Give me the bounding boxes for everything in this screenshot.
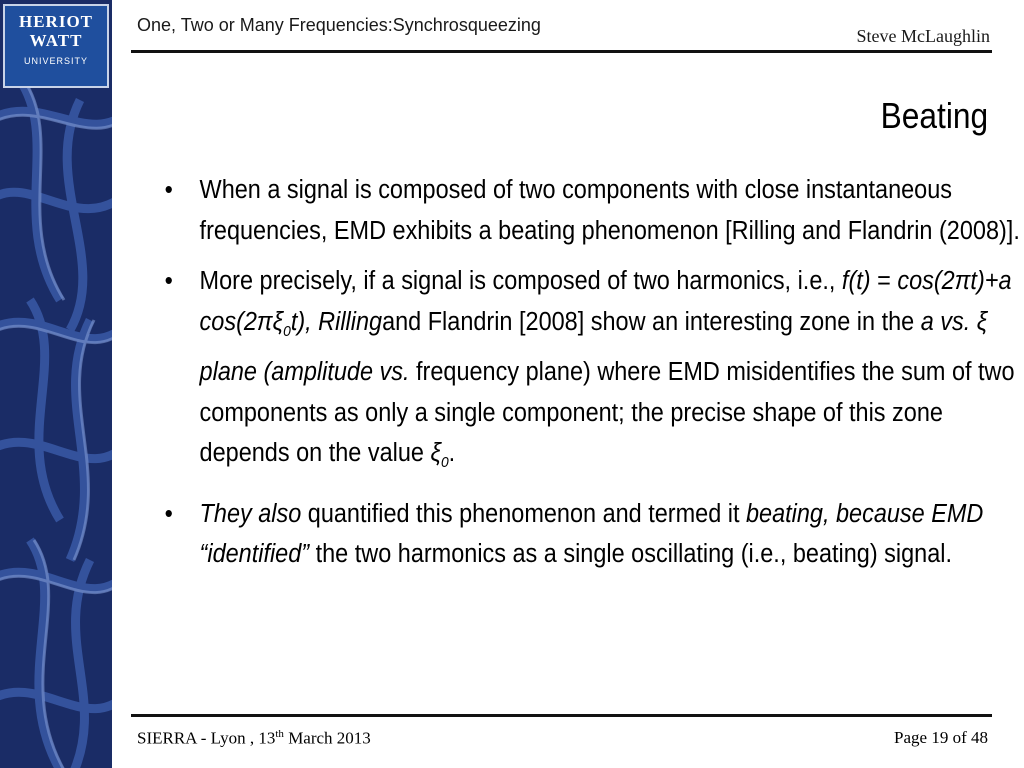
- bullet-item-2: [160, 261, 1024, 484]
- xi-subscript: 0: [440, 454, 449, 472]
- slide-title: Beating: [880, 95, 988, 136]
- beating-phrase: beating, because EMD “identified”: [199, 499, 984, 569]
- logo-line1: HERIOT: [18, 12, 94, 31]
- formula-subscript: 0: [283, 322, 291, 340]
- presentation-title: One, Two or Many Frequencies:Synchrosqueezing: [137, 15, 541, 35]
- bullet-2-text-2: =: [870, 267, 898, 295]
- bullet-1-text: When a signal is composed of two components with close instantaneous frequencies, EMD exhibits a beating phenomenon [Rilling and Flandrin (2008)].: [199, 176, 1020, 245]
- footer-divider: [131, 714, 992, 717]
- footer-date-superscript: th: [275, 728, 284, 740]
- they-also-phrase: They also: [199, 499, 302, 528]
- page-number: Page 19 of 48: [894, 728, 988, 747]
- bullet-icon: •: [164, 499, 173, 528]
- bullet-2-text-1: More precisely, if a signal is composed of two harmonics, i.e.,: [199, 267, 842, 295]
- logo-line3: UNIVERSITY: [23, 56, 88, 66]
- bullet-icon: •: [164, 176, 173, 204]
- bullet-icon: •: [164, 267, 173, 295]
- function-f: f(t): [841, 267, 871, 295]
- decorative-side-strip: [0, 0, 112, 768]
- footer-event: [137, 728, 371, 749]
- bullet-item-3: [160, 494, 1024, 575]
- footer-event-text: SIERRA - Lyon , 13: [137, 728, 276, 748]
- xi-symbol: ξ: [430, 439, 441, 468]
- logo-line2: WATT: [29, 31, 83, 50]
- bullet-item-1: [160, 170, 1024, 251]
- bullet-3-text-2: the two harmonics as a single oscillating (i.e., beating) signal.: [309, 540, 952, 569]
- bullet-2-text-3: and Flandrin [2008] show an interesting zone in the: [382, 307, 921, 336]
- bullet-list: [160, 170, 1024, 585]
- formula-part-b: t), Rilling: [290, 307, 383, 336]
- author-name: Steve McLaughlin: [856, 26, 990, 46]
- plane-phrase: a vs. ξ plane (amplitude vs.: [199, 307, 988, 387]
- chain-pattern: [0, 0, 112, 768]
- university-logo: [3, 4, 109, 88]
- bullet-2-text-4: frequency plane) where EMD misidentifies the sum of two components as only a single component; the precise shape of this zone depends on the value: [199, 358, 1015, 468]
- footer-date-text: March 2013: [283, 728, 371, 748]
- header-divider: [131, 50, 992, 53]
- formula-part-a: cos(2πt)+a cos(2πξ: [199, 267, 1012, 336]
- bullet-2-text-5: .: [448, 439, 456, 468]
- bullet-3-text-1: quantified this phenomenon and termed it: [301, 499, 747, 528]
